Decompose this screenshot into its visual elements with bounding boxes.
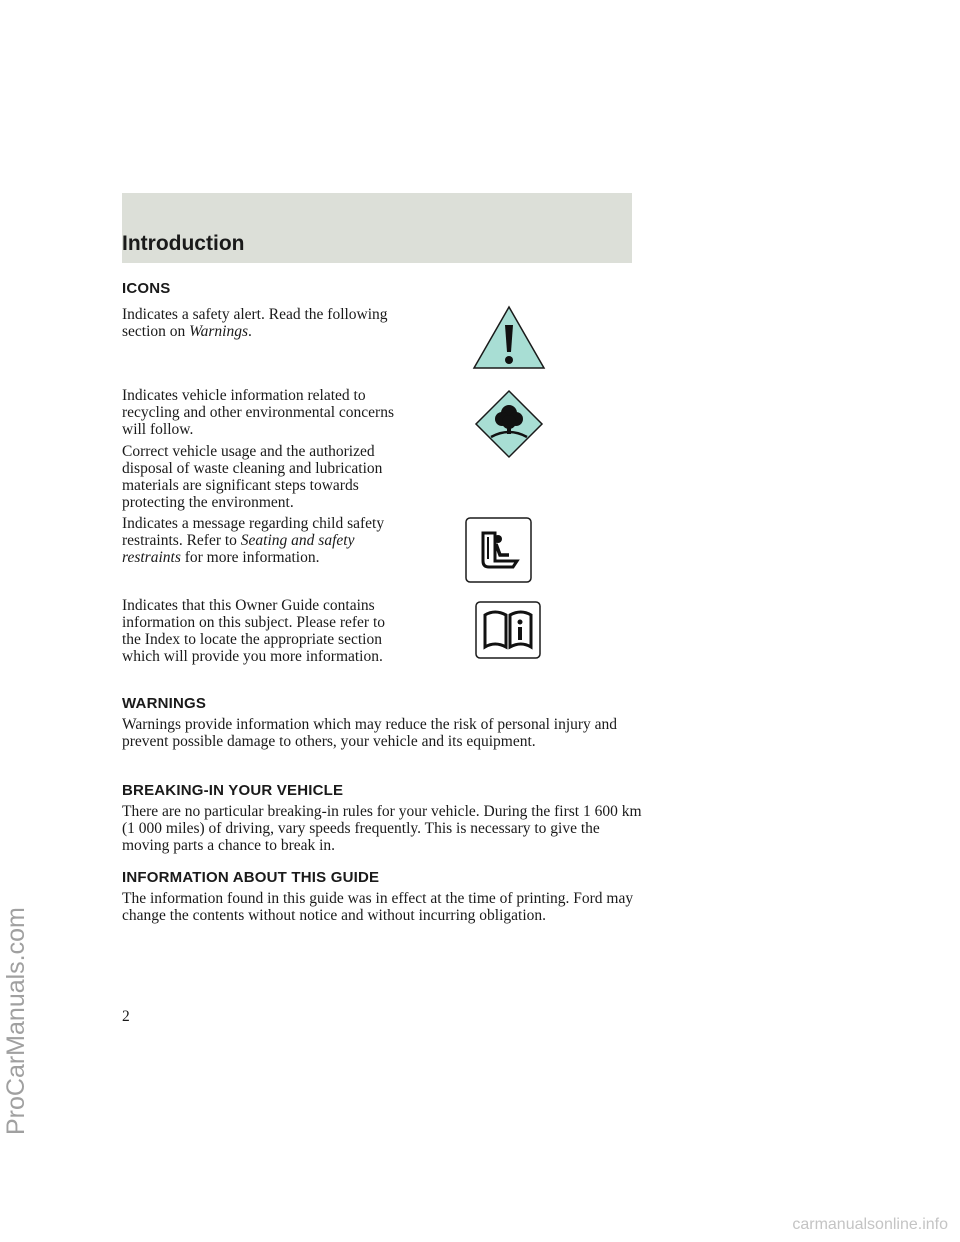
warning-triangle-icon <box>472 305 546 370</box>
safety-alert-text: Indicates a safety alert. Read the following section on Warnings. <box>122 306 388 340</box>
breaking-in-text: There are no particular breaking-in rules for your vehicle. During the first 1 600 km (1 000 miles) of driving, vary speeds frequently. This is necessary to give the moving parts a chance to break in. <box>122 803 642 854</box>
tree-diamond-icon <box>474 389 544 459</box>
warnings-heading: WARNINGS <box>122 695 207 712</box>
page-number: 2 <box>122 1008 130 1025</box>
breaking-in-heading: BREAKING-IN YOUR VEHICLE <box>122 782 344 799</box>
child-seat-icon <box>465 517 532 583</box>
footer-watermark: carmanualsonline.info <box>792 1216 948 1233</box>
child-safety-text: Indicates a message regarding child safety restraints. Refer to Seating and safety restraints for more information. <box>122 515 385 566</box>
seating-link: Seating and safety restraints <box>122 532 355 566</box>
icons-heading: ICONS <box>122 280 171 297</box>
correct-usage-text: Correct vehicle usage and the authorized disposal of waste cleaning and lubrication materials are significant steps towards protecting the environment. <box>122 443 383 511</box>
warnings-link: Warnings <box>189 323 249 340</box>
page-title: Introduction <box>122 232 245 255</box>
guide-info-heading: INFORMATION ABOUT THIS GUIDE <box>122 869 380 886</box>
owner-guide-book-icon <box>475 601 541 659</box>
watermark: ProCarManuals.com <box>2 907 30 1135</box>
environment-text: Indicates vehicle information related to recycling and other environmental concerns will follow. <box>122 387 394 438</box>
owner-guide-text: Indicates that this Owner Guide contains information on this subject. Please refer to the Index to locate the appropriate section which will provide you more information. <box>122 597 386 665</box>
guide-info-text: The information found in this guide was in effect at the time of printing. Ford may change the contents without notice and without incurring obligation. <box>122 890 634 924</box>
warnings-text: Warnings provide information which may reduce the risk of personal injury and prevent possible damage to others, your vehicle and its equipment. <box>122 716 618 750</box>
